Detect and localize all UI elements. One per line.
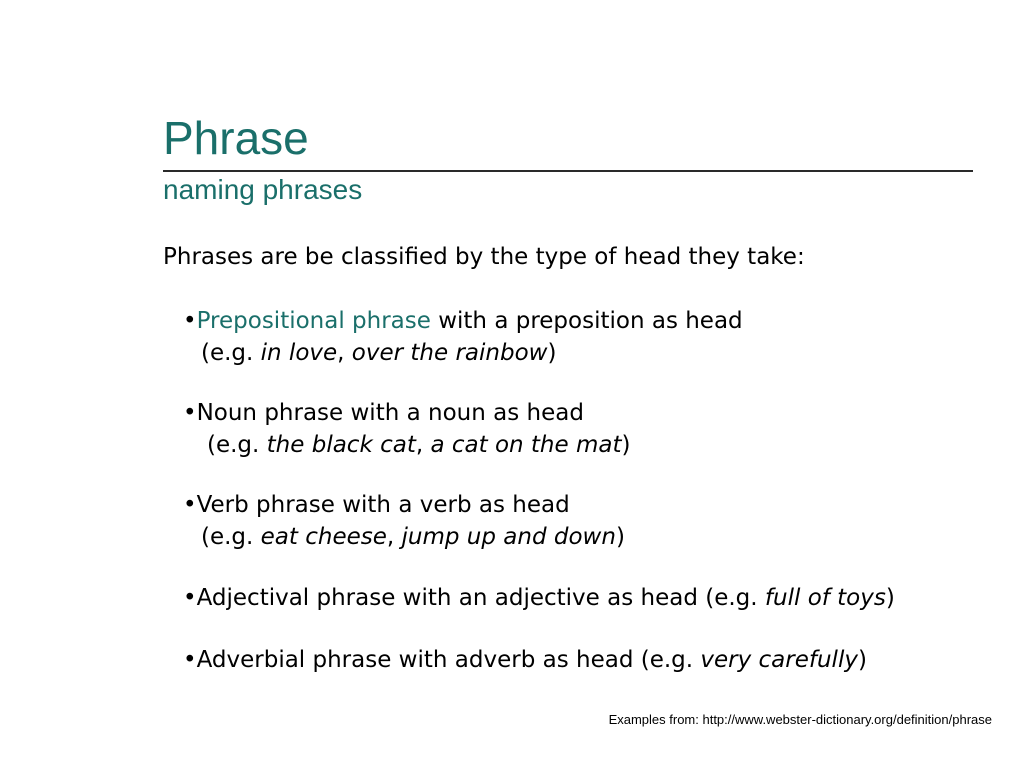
slide-title: Phrase (163, 112, 309, 164)
item-description: Verb phrase with a verb as head (196, 492, 570, 518)
example-open: (e.g. (201, 524, 261, 550)
example-1: in love (260, 340, 338, 366)
example-1: eat cheese (260, 524, 387, 550)
example-close: ) (621, 432, 631, 458)
list-item-adjectival (183, 582, 895, 614)
term-prepositional-phrase: Prepositional phrase (196, 308, 431, 334)
example-open: (e.g. (201, 340, 261, 366)
example-open: (e.g. (207, 432, 267, 458)
slide-subtitle: naming phrases (163, 174, 363, 205)
item-description: with a preposition as head (430, 308, 743, 334)
item-description: Adverbial phrase with adverb as head (e.g. (196, 647, 701, 673)
example-close: ) (615, 524, 625, 550)
intro-text: Phrases are be classified by the type of head they take: (163, 244, 805, 270)
example-1: the black cat (266, 432, 416, 458)
list-item-prepositional (183, 305, 743, 369)
example-separator: , (415, 432, 431, 458)
example-close: ) (885, 585, 895, 611)
example-1: full of toys (764, 585, 886, 611)
example-close: ) (857, 647, 867, 673)
example-line (183, 521, 625, 553)
list-item-adverbial (183, 644, 867, 676)
example-separator: , (386, 524, 402, 550)
list-item-noun (183, 397, 630, 461)
example-separator: , (337, 340, 352, 366)
list-item-verb (183, 489, 625, 553)
example-2: jump up and down (401, 524, 616, 550)
item-description: Adjectival phrase with an adjective as head (e.g. (196, 585, 765, 611)
example-close: ) (547, 340, 557, 366)
example-line (183, 337, 743, 369)
source-citation: Examples from: http://www.webster-dictionary.org/definition/phrase (608, 712, 992, 727)
bullet: • (183, 400, 197, 426)
example-1: very carefully (700, 647, 858, 673)
example-line (183, 429, 630, 461)
example-2: over the rainbow (351, 340, 548, 366)
bullet: • (183, 647, 197, 673)
item-description: Noun phrase with a noun as head (196, 400, 584, 426)
bullet: • (183, 585, 197, 611)
bullet: • (183, 492, 197, 518)
bullet: • (183, 308, 197, 334)
example-2: a cat on the mat (430, 432, 622, 458)
